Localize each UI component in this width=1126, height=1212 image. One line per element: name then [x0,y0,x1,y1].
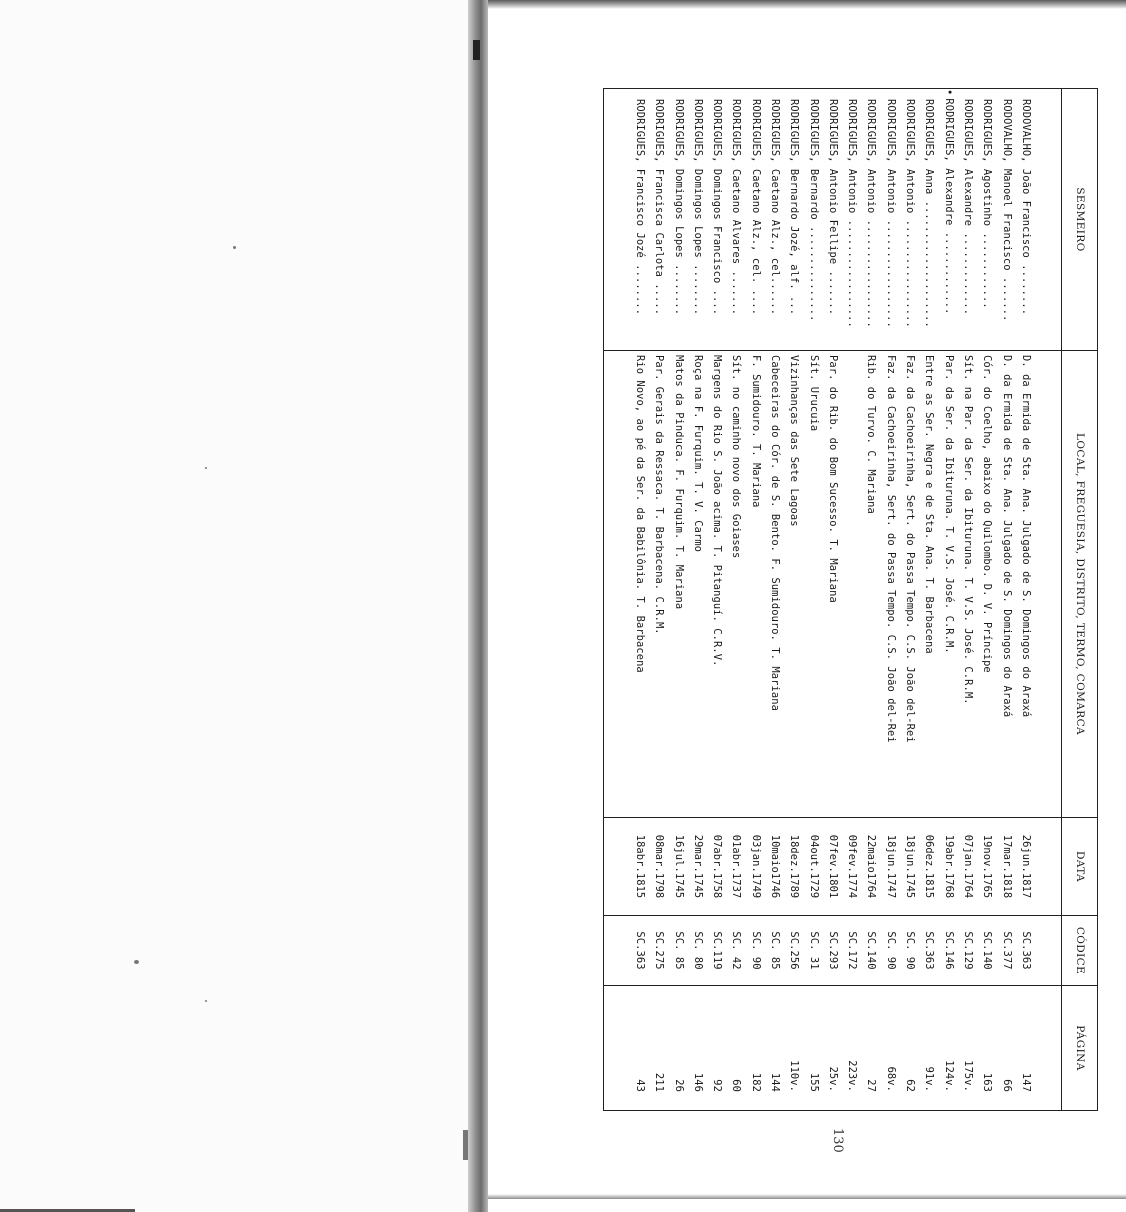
gutter-mark [463,1130,468,1160]
cell-sesmeiro: RODRIGUES, Anna .................... [919,89,938,351]
cell-local: Sít. na Par. da Ser. da Ibituruna. T. V.S. José. C.R.M. [958,351,977,818]
cell-data: 06dez.1815 [919,818,938,916]
page-bottom-edge [488,1194,1126,1199]
cell-codice: SC.172 [842,916,861,986]
cell-codice: SC.293 [823,916,842,986]
cell-codice: SC. 85 [765,916,784,986]
table-row [765,89,784,1111]
header-data: DATA [1062,818,1098,916]
cell-pagina: 155 [807,1072,820,1092]
cell-data: 29mar.1745 [688,818,707,916]
cell-local: D. da Ermida de Sta. Ana. Julgado de S. Domingos do Araxá [1016,351,1035,818]
cell-pagina: 163 [981,1072,994,1092]
cell-local: Vizinhanças das Sete Lagoas [784,351,803,818]
spacer-cell [603,351,630,818]
spacer-cell [1035,351,1062,818]
cell-sesmeiro: RODRIGUES, Antonio ................. [900,89,919,351]
cell-codice: SC. 80 [688,916,707,986]
sesmarias-table [603,88,1098,1111]
rotated-register-table [603,88,1098,1110]
cell-local: Par. da Ser. da Ibituruna. T. V.S. José. C.R.M. [939,351,958,818]
cell-sesmeiro: RODRIGUES, Agostinho ............ [977,89,996,351]
table-row [688,89,707,1111]
cell-local: Matos da Pinduca. F. Furquim. T. Mariana [668,351,687,818]
cell-pagina: 92 [711,1079,724,1092]
cell-data: 19abr.1768 [939,818,958,916]
cell-codice: SC.363 [630,916,649,986]
table-row [977,89,996,1111]
cell-pagina: 223v. [846,1060,859,1092]
spacer-cell [603,986,630,1111]
table-row [803,89,822,1111]
cell-local: Rio Novo, ao pé da Ser. da Babilônia. T. Barbacena [630,351,649,818]
paper-speck [134,960,139,964]
cell-sesmeiro: RODRIGUES, Antonio ................. [842,89,861,351]
cell-sesmeiro: RODRIGUES, Domingos Lopes ........ [668,89,687,351]
header-sesmeiro: SESMEIRO [1062,89,1098,351]
cell-data: 26jun.1817 [1016,818,1035,916]
cell-local: F. Sumidouro. T. Mariana [746,351,765,818]
cell-data: 08mar.1798 [649,818,668,916]
cell-sesmeiro: RODRIGUES, Francisca Carlota ..... [649,89,668,351]
paper-speck [233,246,236,249]
cell-data: 07abr.1758 [707,818,726,916]
spacer-cell [603,818,630,916]
cell-codice: SC. 31 [803,916,822,986]
cell-sesmeiro: RODRIGUES, Caetano Alz., cel...... [765,89,784,351]
cell-local: Margens do Rio S. João acima. T. Pitanguí. C.R.V. [707,351,726,818]
spacer-cell [1035,818,1062,916]
cell-data: 16jul.1745 [668,818,687,916]
cell-pagina: 26 [672,1079,685,1092]
cell-sesmeiro: RODRIGUES, Francisco Jozé ........ [630,89,649,351]
cell-codice: SC.140 [861,916,880,986]
cell-codice: SC.140 [977,916,996,986]
cell-data: 04out.1729 [803,818,822,916]
spacer-cell [1035,916,1062,986]
table-row [919,89,938,1111]
cell-local: Rib. do Turvo. C. Mariana [861,351,880,818]
cell-pagina: 124v. [942,1060,955,1092]
spacer-cell [603,89,630,351]
cell-codice: SC. 90 [900,916,919,986]
gutter-mark [473,40,480,60]
cell-local: Par. Gerais da Ressaca. T. Barbacena. C.R.M. [649,351,668,818]
cell-data: 18dez.1789 [784,818,803,916]
cell-pagina: 182 [749,1072,762,1092]
page-top-edge [488,0,1126,9]
cell-pagina: 110v. [788,1060,801,1092]
cell-codice: SC.363 [1016,916,1035,986]
cell-codice: SC.146 [939,916,958,986]
table-row [649,89,668,1111]
cell-sesmeiro: RODRIGUES, Antonio ................. [861,89,880,351]
cell-sesmeiro: RODRIGUES, Antonio Fellipe ....... [823,89,842,351]
table-row [726,89,745,1111]
cell-local: Faz. da Cachoeirinha, Sert. do Passa Tempo. C.S. João del-Rei [900,351,919,818]
table-row [1016,89,1035,1111]
cell-codice: SC. 42 [726,916,745,986]
blank-facing-page [0,0,468,1212]
table-row [784,89,803,1111]
cell-local: Cór. do Coelho, abaixo do Quilombo. D. V. Príncipe [977,351,996,818]
table-row [746,89,765,1111]
cell-local: Sít. Urucuia [803,351,822,818]
cell-data: 10maio1746 [765,818,784,916]
cell-local: Entre as Ser. Negra e de Sta. Ana. T. Barbacena [919,351,938,818]
cell-data: 22maio1764 [861,818,880,916]
header-row [1062,89,1098,1111]
cell-data: 01abr.1737 [726,818,745,916]
cell-local: Roça na F. Furquim. T. V. Carmo [688,351,707,818]
spacer-row [603,89,630,1111]
cell-sesmeiro: RODRIGUES, Antonio ................. [881,89,900,351]
cell-pagina: 146 [691,1072,704,1092]
cell-sesmeiro: RODRIGUES, Caetano Alz., cel. .... [746,89,765,351]
cell-codice: SC. 90 [881,916,900,986]
table-row [881,89,900,1111]
paper-speck [205,1000,207,1002]
cell-sesmeiro: RODOVALHO, Manoel Francisco ....... [996,89,1015,351]
cell-data: 17mar.1818 [996,818,1015,916]
table-row [996,89,1015,1111]
book-gutter [468,0,488,1212]
cell-sesmeiro: RODRIGUES, Caetano Alvares ....... [726,89,745,351]
cell-local: Sít. no caminho novo dos Goiases [726,351,745,818]
spacer-cell [1035,986,1062,1111]
cell-local: D. da Ermida de Sta. Ana. Julgado de S. Domingos do Araxá [996,351,1015,818]
cell-codice: SC.129 [958,916,977,986]
table-row [861,89,880,1111]
cell-pagina: 27 [865,1079,878,1092]
cell-sesmeiro: RODRIGUES, Domingos Francisco .... [707,89,726,351]
cell-data: 07fev.1801 [823,818,842,916]
cell-local: Par. do Rib. do Bom Sucesso. T. Mariana [823,351,842,818]
table-row [668,89,687,1111]
cell-codice: SC.377 [996,916,1015,986]
cell-pagina: 60 [730,1079,743,1092]
cell-sesmeiro: RODRIGUES, Bernardo Jozé, alf. ... [784,89,803,351]
cell-codice: SC. 90 [746,916,765,986]
cell-pagina: 91v. [923,1066,936,1092]
cell-sesmeiro: • RODRIGUES, Alexandre ............. [939,89,958,351]
cell-data: 03jan.1749 [746,818,765,916]
page-number: 130 [830,1128,845,1153]
cell-pagina: 62 [904,1079,917,1092]
cell-sesmeiro: RODRIGUES, Domingos Lopes ........ [688,89,707,351]
cell-codice: SC.363 [919,916,938,986]
cell-data: 19nov.1765 [977,818,996,916]
spacer-cell [1035,89,1062,351]
cell-codice: SC.256 [784,916,803,986]
cell-local: Faz. da Cachoeirinha, Sert. do Passa Tempo. C.S. João del-Rei [881,351,900,818]
table-row [842,89,861,1111]
cell-pagina: 144 [769,1072,781,1092]
cell-pagina: 43 [633,1079,646,1092]
cell-pagina: 68v. [884,1066,897,1092]
cell-sesmeiro: RODRIGUES, Alexandre ............. [958,89,977,351]
header-local: LOCAL, FREGUESIA, DISTRITO, TERMO, COMARCA [1062,351,1098,818]
table-row [958,89,977,1111]
cell-pagina: 175v. [961,1060,974,1092]
cell-codice: SC. 85 [668,916,687,986]
table-row [939,89,958,1111]
cell-data: 09fev.1774 [842,818,861,916]
cell-codice: SC.275 [649,916,668,986]
table-row [707,89,726,1111]
cell-data: 18jun.1747 [881,818,900,916]
table-body [603,89,1061,1111]
header-pagina: PÁGINA [1062,986,1098,1111]
cell-codice: SC.119 [707,916,726,986]
cell-pagina: 25v. [826,1066,839,1092]
spacer-row [1035,89,1062,1111]
cell-local: Cabeceiras do Cór. de S. Bento. F. Sumidouro. T. Mariana [765,351,784,818]
cell-sesmeiro: RODRIGUES, Bernardo ............... [803,89,822,351]
spacer-cell [603,916,630,986]
table-row [630,89,649,1111]
cell-data: 18abr.1815 [630,818,649,916]
table-row [900,89,919,1111]
table-row [823,89,842,1111]
cell-pagina: 66 [1000,1079,1013,1092]
paper-speck [205,467,207,469]
header-codice: CÓDICE [1062,916,1098,986]
cell-data: 18jun.1745 [900,818,919,916]
cell-pagina: 211 [653,1072,666,1092]
cell-local [842,351,861,818]
cell-data: 07jan.1764 [958,818,977,916]
cell-pagina: 147 [1019,1072,1032,1092]
cell-sesmeiro: RODOVALHO, João Francisco ........ [1016,89,1035,351]
